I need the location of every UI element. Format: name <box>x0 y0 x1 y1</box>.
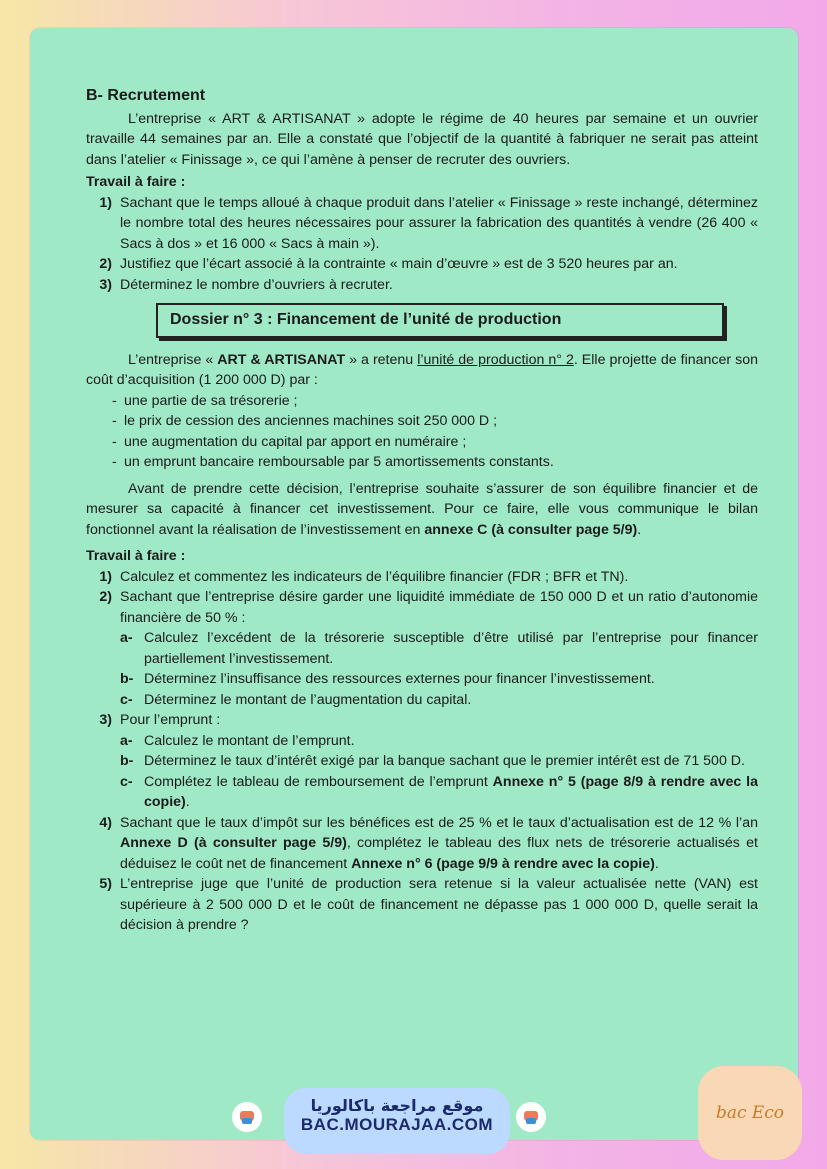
question-item: 1) Calculez et commentez les indicateurs de l’équilibre financier (FDR ; BFR et TN). <box>99 568 629 585</box>
bac-eco-badge: bac Eco <box>698 1066 802 1160</box>
section-title: B- Recrutement <box>86 87 206 104</box>
question-item: 3) Déterminez le nombre d’ouvriers à recruter. <box>99 276 393 293</box>
footer-site-link[interactable]: BAC.MOURAJAA.COM <box>300 1115 494 1134</box>
sub-question: c- Déterminez le montant de l’augmentation du capital. <box>120 691 472 708</box>
question-item: 2) Justifiez que l’écart associé à la contrainte « main d’œuvre » est de 3 520 heures par an. <box>99 256 678 272</box>
footer-arabic-title: موقع مراجعة باكالوريا <box>310 1096 484 1115</box>
work-label: Travail à faire : <box>86 174 186 190</box>
work-label: Travail à faire : <box>86 548 186 564</box>
question-item: 1) Sachant que le temps alloué à chaque produit dans l’atelier « Finissage » reste inchangé, déterminez le nombre total des heures nécessaires pour assurer la fabrication des quantités à vendre (26 400 « Sacs à dos » et 16 000 « Sacs à main »). <box>99 194 758 252</box>
bullet-item: - le prix de cession des anciennes machines soit 250 000 D ; <box>112 413 498 429</box>
site-logo-icon <box>232 1102 262 1132</box>
sub-question: b- Déterminez le taux d’intérêt exigé par la banque sachant que le premier intérêt est de 71 500 D. <box>120 753 745 769</box>
sub-question: b- Déterminez l’insuffisance des ressources externes pour financer l’investissement. <box>120 671 655 687</box>
question-item: 3) Pour l’emprunt : <box>99 712 221 728</box>
bullet-item: - une augmentation du capital par apport en numéraire ; <box>112 433 467 450</box>
dossier-paragraph: Avant de prendre cette décision, l’entreprise souhaite s’assurer de son équilibre financier et de mesurer sa capacité à financer cet investissement. Pour ce faire, elle vous communique le bilan fonctionnel avant la réalisation de l’investissement en annexe C (à consulter page 5/9). <box>86 480 758 538</box>
footer-banner[interactable] <box>284 1088 510 1154</box>
dossier-intro: L’entreprise « ART & ARTISANAT » a retenu l’unité de production n° 2. Elle projette de financer son coût d’acquisition (1 200 000 D) par : <box>86 351 758 388</box>
sub-question: a- Calculez le montant de l’emprunt. <box>120 732 355 749</box>
dossier-title-box: Dossier n° 3 : Financement de l’unité de production <box>156 303 724 338</box>
bullet-item: - un emprunt bancaire remboursable par 5 amortissements constants. <box>112 454 554 470</box>
section-intro: L’entreprise « ART & ARTISANAT » adopte le régime de 40 heures par semaine et un ouvrier travaille 44 semaines par an. Elle a constaté que l’objectif de la quantité à fabriquer ne serait pas atteint dans l’atelier « Finissage », ce qui l’amène à penser de recruter des ouvriers. <box>86 110 758 168</box>
sub-question: a- Calculez l’excédent de la trésorerie susceptible d’être utilisé par l’entreprise pour financer partiellement l’investissement. <box>120 630 758 667</box>
site-logo-icon <box>516 1102 546 1132</box>
sub-question: c- Complétez le tableau de remboursement de l’emprunt Annexe n° 5 (page 8/9 à rendre avec la copie). <box>120 773 759 810</box>
bullet-item: - une partie de sa trésorerie ; <box>112 392 298 409</box>
document-content <box>86 86 758 936</box>
question-item: 2) Sachant que l’entreprise désire garder une liquidité immédiate de 150 000 D et un ratio d’autonomie financière de 50 % : <box>99 589 758 626</box>
question-item: 5) L’entreprise juge que l’unité de production sera retenue si la valeur actualisée nette (VAN) est supérieure à 2 500 000 D et le coût de financement ne dépasse pas 1 000 000 D, quelle serait la décision à prendre ? <box>99 876 758 933</box>
question-item: 4) Sachant que le taux d’impôt sur les bénéfices est de 25 % et le taux d’actualisation est de 12 % l’an Annexe D (à consulter page 5/9), complétez le tableau des flux nets de trésorerie actualisés et déduisez le coût net de financement Annexe n° 6 (page 9/9 à rendre avec la copie). <box>99 814 758 872</box>
